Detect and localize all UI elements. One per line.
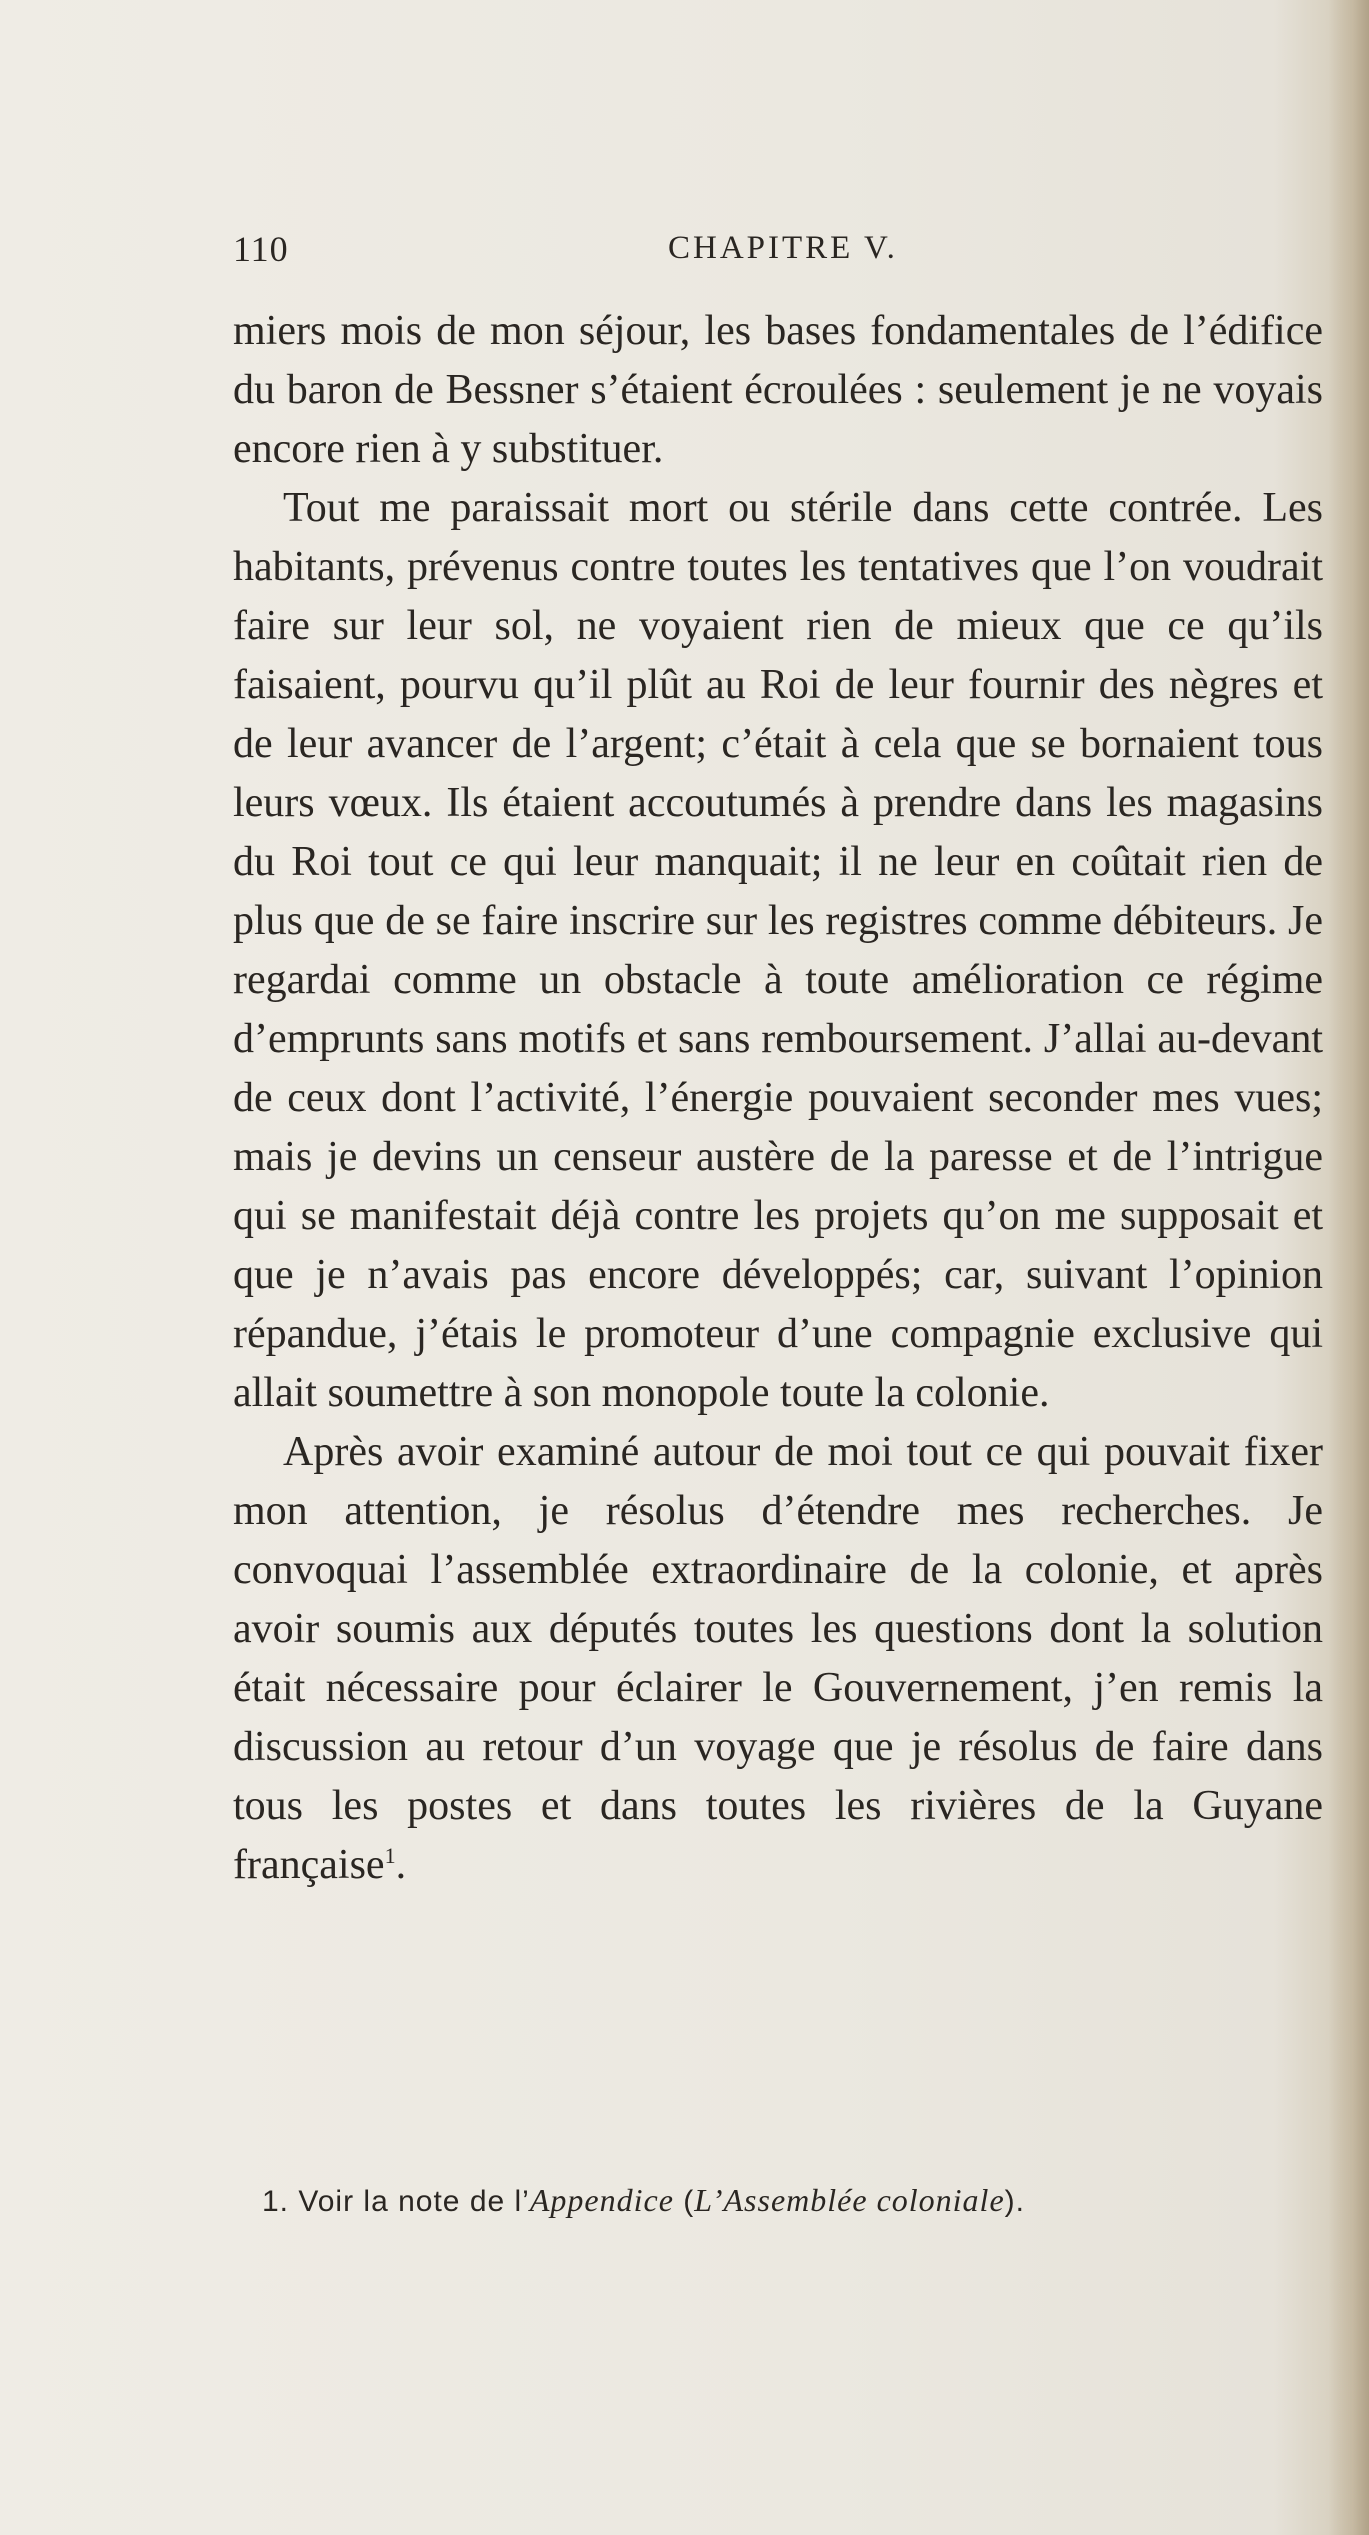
page-number: 110 (233, 229, 289, 269)
body-text (233, 302, 1323, 1895)
page-header (233, 228, 1323, 278)
footnote-number: 1. (262, 2185, 290, 2218)
footnote-marker[interactable]: 1 (384, 1843, 396, 1868)
footnote-text: Voir la note de l’ (298, 2185, 530, 2218)
footnote-close-paren: ). (1004, 2185, 1025, 2218)
running-head: CHAPITRE V. (668, 230, 898, 266)
footnote-open-paren: ( (673, 2185, 695, 2218)
paragraph: Tout me paraissait mort ou stérile dans cette contrée. Les habitants, prévenus contre toutes les tentatives que l’on voudrait faire sur leur sol, ne voyaient rien de mieux que ce qu’ils faisaient, pourvu qu’il plût au Roi de leur fournir des nègres et de leur avancer de l’argent; c’était à cela que se bornaient tous leurs vœux. Ils étaient accoutumés à prendre dans les magasins du Roi tout ce qui leur manquait; il ne leur en coûtait rien de plus que de se faire inscrire sur les registres comme débiteurs. Je regardai comme un obstacle à toute amélioration ce régime d’emprunts sans motifs et sans remboursement. J’allai au-devant de ceux dont l’activité, l’énergie pouvaient seconder mes vues; mais je devins un censeur austère de la paresse et de l’intrigue qui se manifestait déjà contre les projets qu’on me supposait et que je n’avais pas encore développés; car, suivant l’opinion répandue, j’étais le promoteur d’une compagnie exclusive qui allait soumettre à son monopole toute la colonie. (233, 485, 1323, 1416)
page-edge-shadow (1329, 0, 1369, 2535)
footnote-reference: L’Assemblée coloniale (694, 2182, 1005, 2218)
footnote-appendix: Appendice (529, 2182, 674, 2218)
footnote (262, 2182, 1322, 2219)
paragraph-continued: miers mois de mon séjour, les bases fondamentales de l’édifice du baron de Bessner s’étaient écroulées : seulement je ne voyais encore rien à y substituer. (233, 308, 1323, 472)
paragraph: Après avoir examiné autour de moi tout ce qui pouvait fixer mon attention, je résolus d’étendre mes recherches. Je convoquai l’assemblée extraordinaire de la colonie, et après avoir soumis aux députés toutes les questions dont la solution était nécessaire pour éclairer le Gouvernement, j’en remis la discussion au retour d’un voyage que je résolus de faire dans tous les postes et dans toutes les rivières de la Guyane française$^1$. (233, 1429, 1323, 1888)
